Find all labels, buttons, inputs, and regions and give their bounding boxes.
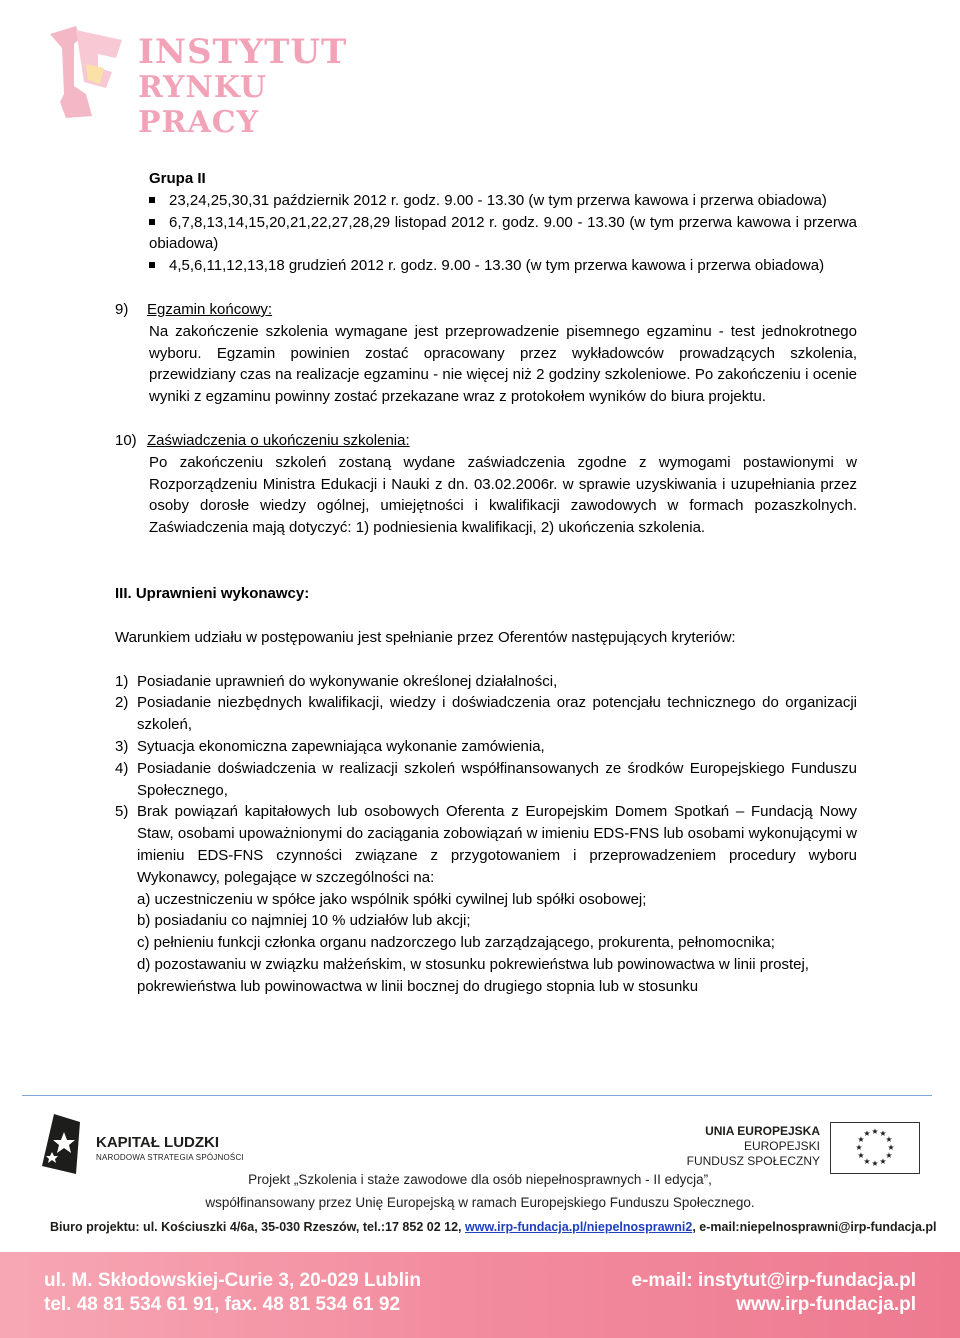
svg-text:★: ★ bbox=[885, 1151, 893, 1160]
schedule-text: 23,24,25,30,31 październik 2012 r. godz. 9.00 - 13.30 (w tym przerwa kawowa i przerwa obiadowa) bbox=[169, 191, 827, 209]
footer-divider bbox=[22, 1095, 932, 1096]
schedule-text: 6,7,8,13,14,15,20,21,22,27,28,29 listopad 2012 r. godz. 9.00 - 13.30 (w tym przerwa kawowa i przerwa obiadowa) bbox=[149, 213, 857, 253]
document-body bbox=[115, 168, 857, 998]
schedule-bullet bbox=[149, 212, 857, 256]
institute-address: ul. M. Skłodowskiej-Curie 3, 20-029 Lublin bbox=[44, 1270, 421, 1291]
office-address: Biuro projektu: ul. Kościuszki 4/6a, 35-030 Rzeszów, tel.:17 852 02 12, bbox=[50, 1220, 462, 1234]
svg-text:★: ★ bbox=[871, 1127, 879, 1136]
sub-list-item: b) posiadaniu co najmniej 10 % udziałów lub akcji; bbox=[137, 912, 471, 930]
schedule-bullet bbox=[149, 190, 857, 212]
sub-list-item: c) pełnieniu funkcji członka organu nadzorczego lub zarządzającego, prokurenta, pełnomocnika; bbox=[137, 934, 775, 952]
eu-flag-icon bbox=[830, 1122, 920, 1174]
list-item bbox=[115, 692, 857, 736]
group-title: Grupa II bbox=[149, 170, 206, 187]
section-number: III. bbox=[115, 584, 132, 602]
instytut-rynku-pracy-logo bbox=[46, 24, 386, 140]
kapital-ludzki-subtitle: NARODOWA STRATEGIA SPÓJNOŚCI bbox=[96, 1153, 244, 1162]
svg-text:★: ★ bbox=[857, 1151, 865, 1160]
project-funding-line: współfinansowany przez Unię Europejską w ramach Europejskiego Funduszu Społecznego. bbox=[205, 1195, 755, 1210]
kapital-ludzki-logo bbox=[40, 1112, 280, 1178]
svg-text:★: ★ bbox=[863, 1129, 871, 1138]
square-bullet-icon bbox=[149, 262, 155, 268]
eu-logo-line3: FUNDUSZ SPOŁECZNY bbox=[686, 1154, 820, 1168]
institute-email[interactable]: e-mail: instytut@irp-fundacja.pl bbox=[631, 1270, 916, 1291]
criteria-list bbox=[115, 671, 857, 998]
list-item-number: 2) bbox=[115, 694, 129, 712]
list-item-number: 5) bbox=[115, 803, 129, 821]
svg-text:★: ★ bbox=[887, 1143, 895, 1152]
project-office-info bbox=[50, 1220, 937, 1234]
project-website-link[interactable]: www.irp-fundacja.pl/niepelnosprawni2 bbox=[465, 1220, 693, 1234]
svg-text:★: ★ bbox=[879, 1157, 887, 1166]
section-heading bbox=[115, 430, 857, 452]
list-item-number: 1) bbox=[115, 672, 129, 690]
section-certificates bbox=[115, 430, 857, 539]
section-final-exam bbox=[115, 299, 857, 408]
list-item bbox=[115, 671, 857, 693]
list-item-text: Posiadanie uprawnień do wykonywanie określonej działalności, bbox=[137, 672, 558, 690]
svg-text:★: ★ bbox=[863, 1157, 871, 1166]
section-body: Po zakończeniu szkoleń zostaną wydane zaświadczenia zgodne z wymogami postawionymi w Rozporządzeniu Ministra Edukacji i Nauki z dn. 03.02.2006r. w sprawie uzyskiwania i uzupełniania przez osoby dorosłe wiedzy ogólnej, umiejętności i kwalifikacji zawodowych w formach pozaszkolnych. Zaświadczenia mają dotyczyć: 1) podniesienia kwalifikacji, 2) ukończenia szkolenia. bbox=[149, 453, 857, 537]
list-item-number: 4) bbox=[115, 759, 129, 777]
eu-logo-line1: UNIA EUROPEJSKA bbox=[705, 1124, 820, 1138]
logo-title-line2: RYNKU PRACY bbox=[138, 70, 268, 140]
office-email: , e-mail:niepelnosprawni@irp-fundacja.pl bbox=[692, 1220, 937, 1234]
section-heading bbox=[115, 299, 857, 321]
section-number: 9) bbox=[115, 300, 129, 318]
project-title-line: Projekt „Szkolenia i staże zawodowe dla osób niepełnosprawnych - II edycja”, bbox=[248, 1172, 712, 1187]
list-item-text: Brak powiązań kapitałowych lub osobowych Oferenta z Europejskim Domem Spotkań – Fundacją Nowy Staw, osobami upoważnionymi do zaciągania zobowiązań w imieniu EDS-FNS lub osobami wykonującymi w imieniu EDS-FNS czynności związane z przygotowaniem i przeprowadzeniem procedury wyboru Wykonawcy, polegające w szczególności na: bbox=[137, 803, 857, 886]
kapital-ludzki-emblem-icon bbox=[40, 1112, 88, 1178]
logo-mark-icon bbox=[46, 24, 126, 120]
footer-contact-band bbox=[0, 1252, 960, 1338]
institute-website[interactable]: www.irp-fundacja.pl bbox=[736, 1294, 916, 1315]
logo-title-line1: INSTYTUT bbox=[138, 32, 348, 72]
svg-text:★: ★ bbox=[871, 1159, 879, 1168]
list-item-text: Sytuacja ekonomiczna zapewniająca wykonanie zamówienia, bbox=[137, 737, 545, 755]
list-item bbox=[115, 801, 857, 888]
list-item-number: 3) bbox=[115, 737, 129, 755]
list-item bbox=[115, 736, 857, 758]
schedule-bullet bbox=[149, 255, 857, 277]
schedule-text: 4,5,6,11,12,13,18 grudzień 2012 r. godz. 9.00 - 13.30 (w tym przerwa kawowa i przerwa obiadowa) bbox=[169, 257, 825, 275]
svg-text:★: ★ bbox=[879, 1129, 887, 1138]
criteria-intro: Warunkiem udziału w postępowaniu jest spełnianie przez Oferentów następujących kryteriów: bbox=[115, 628, 736, 646]
section-title: Zaświadczenia o ukończeniu szkolenia: bbox=[147, 431, 410, 449]
sub-list-item: d) pozostawaniu w związku małżeńskim, w stosunku pokrewieństwa lub powinowactwa w linii prostej, pokrewieństwa lub powinowactwa w linii bocznej do drugiego stopnia lub w stosunku bbox=[137, 955, 809, 995]
square-bullet-icon bbox=[149, 197, 155, 203]
section-eligible-contractors-heading bbox=[115, 583, 857, 605]
sub-list-item: a) uczestniczeniu w spółce jako wspólnik spółki cywilnej lub spółki osobowej; bbox=[137, 890, 647, 908]
svg-text:★: ★ bbox=[855, 1143, 863, 1152]
eu-logo-line2: EUROPEJSKI bbox=[743, 1139, 820, 1153]
kapital-ludzki-title: KAPITAŁ LUDZKI bbox=[96, 1134, 220, 1151]
square-bullet-icon bbox=[149, 219, 155, 225]
section-number: 10) bbox=[115, 431, 137, 449]
eu-social-fund-logo bbox=[686, 1124, 920, 1176]
section-title: Uprawnieni wykonawcy: bbox=[135, 584, 310, 602]
list-item-text: Posiadanie niezbędnych kwalifikacji, wiedzy i doświadczenia oraz potencjału technicznego do organizacji szkoleń, bbox=[137, 694, 857, 734]
section-title: Egzamin końcowy: bbox=[147, 300, 273, 318]
list-item-text: Posiadanie doświadczenia w realizacji szkoleń współfinansowanych ze środków Europejskiego Funduszu Społecznego, bbox=[137, 759, 857, 799]
institute-phone: tel. 48 81 534 61 91, fax. 48 81 534 61 92 bbox=[44, 1294, 401, 1315]
list-item bbox=[115, 758, 857, 802]
svg-text:★: ★ bbox=[885, 1135, 893, 1144]
section-body: Na zakończenie szkolenia wymagane jest przeprowadzenie pisemnego egzaminu - test jednokrotnego wyboru. Egzamin powinien zostać opracowany przez wykładowców prowadzących szkolenia, przewidziany czas na realizacje egzaminu - nie więcej niż 2 godziny szkoleniowe. Po zakończeniu i ocenie wyniki z egzaminu powinny zostać przekazane wraz z protokołem wyników do biura projektu. bbox=[149, 322, 857, 406]
svg-text:★: ★ bbox=[857, 1135, 865, 1144]
